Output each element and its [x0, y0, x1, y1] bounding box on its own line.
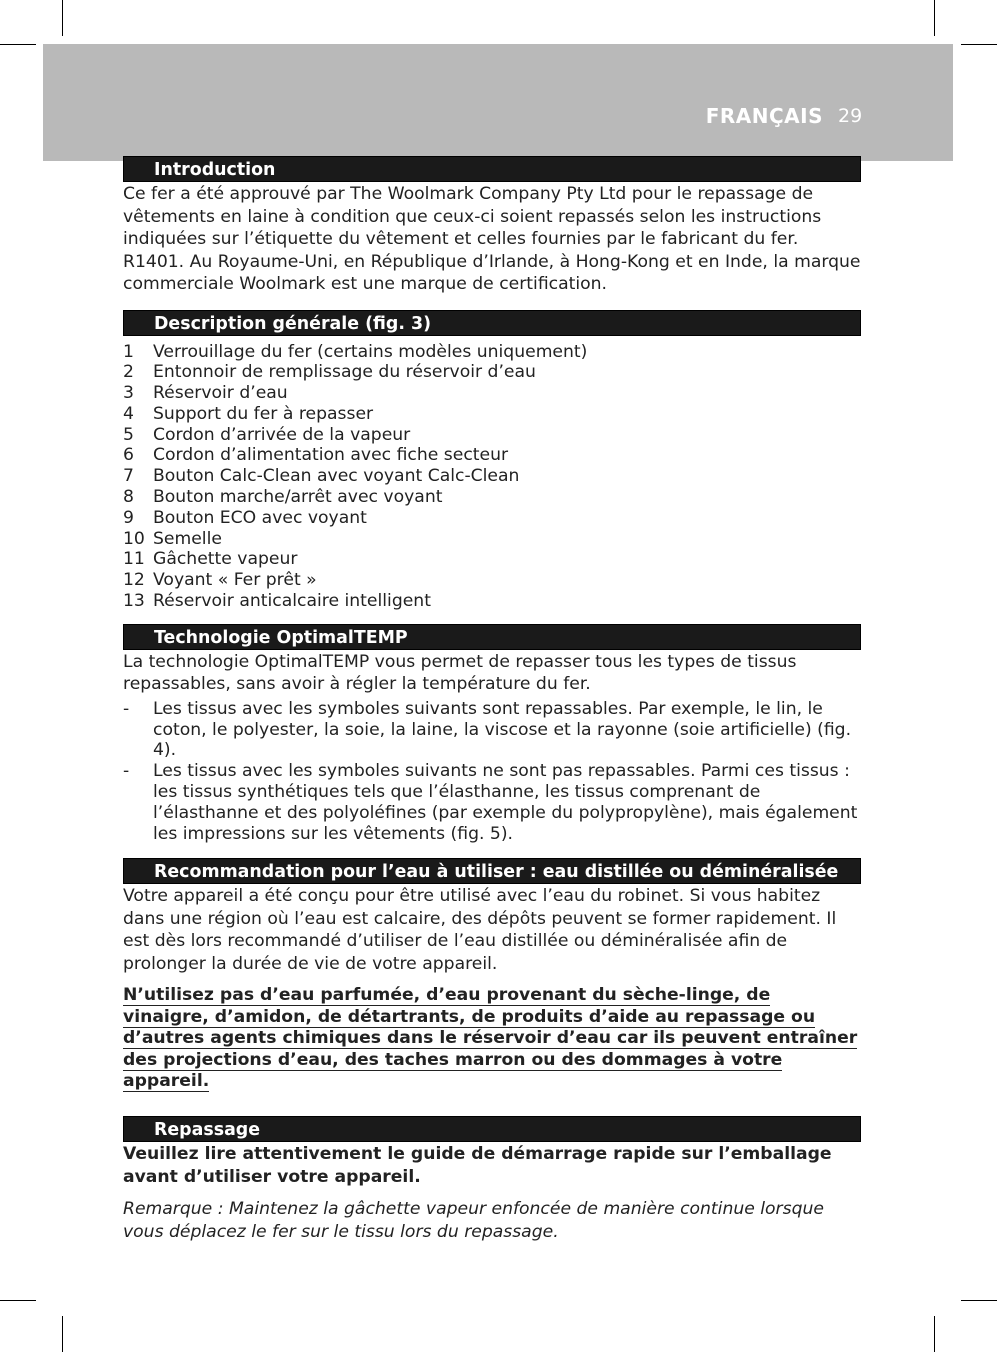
list-item-label: Cordon d’alimentation avec fiche secteur — [153, 445, 509, 466]
crop-mark — [62, 0, 63, 36]
list-item-number: 5 — [123, 424, 134, 445]
list-item — [123, 591, 861, 612]
optimaltemp-text: La technologie OptimalTEMP vous permet de repasser tous les types de tissus repassables, sans avoir à régler la température du fer. — [123, 651, 797, 695]
list-item-number: 4 — [123, 403, 134, 424]
list-item-label: Voyant « Fer prêt » — [153, 570, 317, 591]
list-item — [123, 404, 861, 425]
water-text: Votre appareil a été conçu pour être utilisé avec l’eau du robinet. Si vous habitez dans une région où l’eau est calcaire, des dépôts peuvent se former rapidement. Il est dès lors recommandé d’utiliser de l’eau distillée ou déminéralisée afin de prolonger la durée de vie de votre appareil. — [123, 886, 837, 974]
list-item-label: Support du fer à repasser — [153, 403, 374, 424]
optimaltemp-bullets — [123, 699, 861, 845]
list-item-label: Entonnoir de remplissage du réservoir d’eau — [153, 362, 536, 383]
list-item-label: Gâchette vapeur — [153, 549, 298, 570]
crop-mark — [934, 1316, 935, 1352]
list-item-number: 7 — [123, 466, 134, 487]
list-item — [123, 383, 861, 404]
list-item — [123, 425, 861, 446]
list-item-number: 12 — [123, 570, 145, 591]
list-item — [123, 362, 861, 383]
list-item — [123, 487, 861, 508]
crop-mark — [934, 0, 935, 36]
water-warning — [123, 985, 861, 1092]
language-label: FRANÇAIS — [705, 104, 823, 128]
list-item-label: Verrouillage du fer (certains modèles uniquement) — [153, 341, 588, 362]
list-item-number: 13 — [123, 591, 145, 612]
list-item — [123, 342, 861, 363]
list-item — [123, 549, 861, 570]
list-item — [123, 529, 861, 550]
description-list — [123, 342, 861, 612]
list-item-label: Semelle — [153, 528, 222, 549]
list-item-label: Réservoir anticalcaire intelligent — [153, 591, 431, 612]
list-item-number: 9 — [123, 507, 134, 528]
section-title-description: Description générale (fig. 3) — [123, 310, 861, 336]
ironing-note: Remarque : Maintenez la gâchette vapeur enfoncée de manière continue lorsque vous déplacez le fer sur le tissu lors du repassage. — [123, 1199, 824, 1242]
page-number: 29 — [838, 105, 863, 127]
crop-mark — [0, 1300, 36, 1301]
list-item-number: 2 — [123, 362, 134, 383]
list-item-label: Réservoir d’eau — [153, 383, 288, 404]
list-item — [123, 466, 861, 487]
list-item-number: 6 — [123, 445, 134, 466]
list-item-number: 8 — [123, 487, 134, 508]
list-item-number: 10 — [123, 528, 145, 549]
introduction-text: Ce fer a été approuvé par The Woolmark Company Pty Ltd pour le repassage de vêtements en laine à condition que ceux-ci soient repassés selon les instructions indiquées sur l’étiquette du vêtement et celles fournies par le fabricant du fer. R1401. Au Royaume-Uni, en République d’Irlande, à Hong-Kong et en Inde, la marque commerciale Woolmark est une marque de certification. — [123, 184, 861, 294]
list-item-number: 1 — [123, 341, 134, 362]
crop-mark — [961, 1300, 997, 1301]
list-item-label: Bouton ECO avec voyant — [153, 507, 367, 528]
crop-mark — [0, 44, 36, 45]
list-item — [123, 570, 861, 591]
bullet-dash: - — [123, 698, 130, 719]
list-item-label: Bouton Calc-Clean avec voyant Calc-Clean — [153, 466, 520, 487]
crop-mark — [62, 1316, 63, 1352]
section-title-ironing: Repassage — [123, 1116, 861, 1142]
crop-mark — [961, 44, 997, 45]
list-item-number: 11 — [123, 549, 145, 570]
page-content — [123, 156, 861, 1243]
ironing-bold-text: Veuillez lire attentivement le guide de démarrage rapide sur l’emballage avant d’utiliser votre appareil. — [123, 1144, 832, 1187]
list-item — [123, 508, 861, 529]
list-item-number: 3 — [123, 383, 134, 404]
bullet-dash: - — [123, 761, 130, 782]
header-band — [43, 44, 953, 161]
bullet-text: Les tissus avec les symboles suivants ne sont pas repassables. Parmi ces tissus : les tissus synthétiques tels que l’élasthanne, les tissus comprenant de l’élasthanne et des polyoléfines (par exemple du polypropylène), mais également les impressions sur les vêtements (fig. 5). — [153, 761, 858, 844]
section-title-optimaltemp: Technologie OptimalTEMP — [123, 624, 861, 650]
list-item-label: Cordon d’arrivée de la vapeur — [153, 424, 411, 445]
bullet-item — [123, 699, 861, 761]
section-title-introduction: Introduction — [123, 156, 861, 182]
list-item-label: Bouton marche/arrêt avec voyant — [153, 487, 443, 508]
bullet-text: Les tissus avec les symboles suivants sont repassables. Par exemple, le lin, le coton, le polyester, la soie, la laine, la viscose et la rayonne (soie artificielle) (fig. 4). — [153, 698, 852, 761]
list-item — [123, 445, 861, 466]
bullet-item — [123, 761, 861, 844]
water-warning-text: N’utilisez pas d’eau parfumée, d’eau provenant du sèche-linge, de vinaigre, d’amidon, de détartrants, de produits d’aide au repassage ou d’autres agents chimiques dans le réservoir d’eau car ils peuvent entraîner des projections d’eau, des taches marron ou des dommages à votre appareil. — [123, 985, 858, 1092]
section-title-water: Recommandation pour l’eau à utiliser : eau distillée ou déminéralisée — [123, 858, 861, 884]
